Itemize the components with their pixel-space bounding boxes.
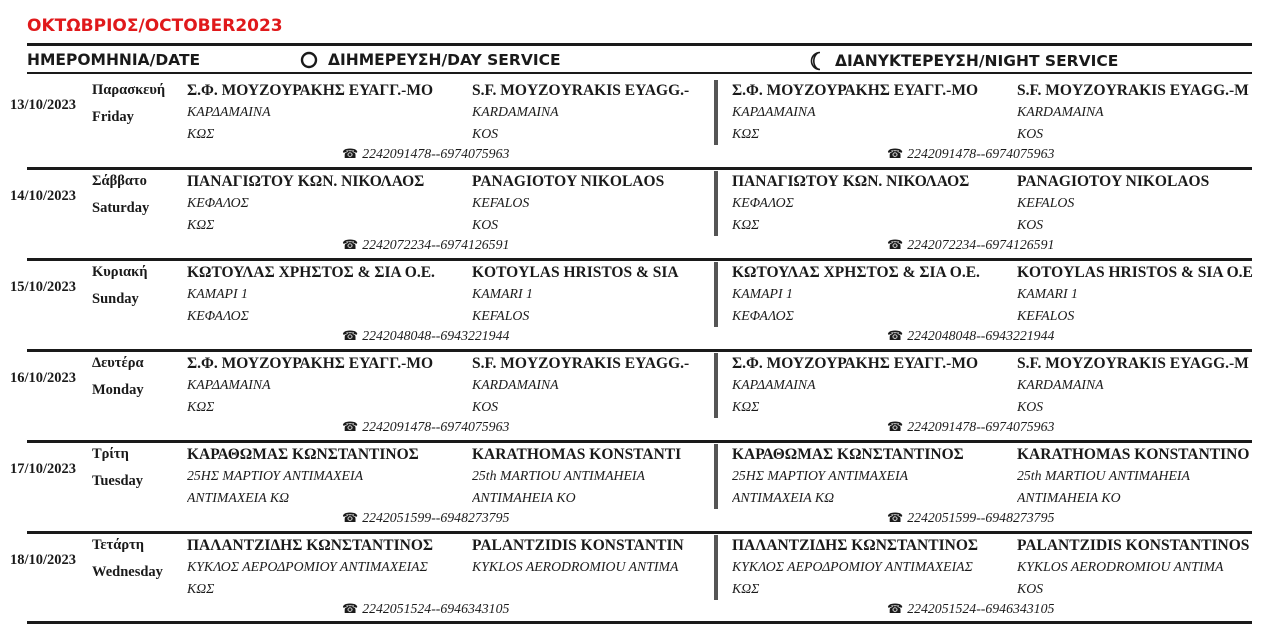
phone-icon: ☎ [887,237,904,252]
night-pharmacy-name-greek: ΚΩΤΟΥΛΑΣ ΧΡΗΣΤΟΣ & ΣΙΑ Ο.Ε. [732,264,980,281]
night-address-english-line1: KARDAMAINA [1017,377,1104,392]
night-address-greek-line1: ΚΕΦΑΛΟΣ [732,195,794,210]
phone-icon: ☎ [342,328,359,343]
weekday-greek: Δευτέρα [92,355,144,371]
day-pharmacy-name-english: KOTOYLAS HRISTOS & SIA [472,264,679,281]
row-date: 13/10/2023 [10,97,77,113]
weekday-greek: Τετάρτη [92,537,145,553]
service-divider [714,80,718,145]
day-pharmacy-name-greek: Σ.Φ. ΜΟΥΖΟΥΡΑΚΗΣ ΕΥΑΓΓ.-ΜΟ [187,82,434,99]
row-date: 16/10/2023 [10,370,77,386]
row-separator [27,167,1252,170]
night-address-english-line2: ANTIMAHEIA KO [1017,490,1121,505]
night-pharmacy-name-greek: Σ.Φ. ΜΟΥΖΟΥΡΑΚΗΣ ΕΥΑΓΓ.-ΜΟ [732,82,979,99]
night-address-greek-line2: ΚΩΣ [732,126,760,141]
row-date: 17/10/2023 [10,461,77,477]
day-address-english-line1: KAMARI 1 [472,286,533,301]
day-address-greek-line2: ΑΝΤΙΜΑΧΕΙΑ ΚΩ [187,490,290,505]
day-address-greek-line1: 25ΗΣ ΜΑΡΤΙΟΥ ΑΝΤΙΜΑΧΕΙΑ [187,468,363,483]
moon-icon [809,51,825,71]
day-address-english-line1: KYKLOS AERODROMIOU ANTIMA [472,559,679,574]
day-pharmacy-name-english: S.F. MOYZOYRAKIS EYAGG.- [472,82,690,99]
night-service-header [809,51,1118,71]
day-phone-number[interactable]: 2242072234--6974126591 [362,237,510,252]
day-address-greek-line2: ΚΩΣ [187,126,215,141]
day-pharmacy-name-greek: Σ.Φ. ΜΟΥΖΟΥΡΑΚΗΣ ΕΥΑΓΓ.-ΜΟ [187,355,434,372]
schedule-row [0,349,1280,440]
day-address-english-line1: 25th MARTIOU ANTIMAHEIA [472,468,645,483]
night-phone[interactable] [887,328,1054,344]
night-phone[interactable] [887,237,1054,253]
phone-icon: ☎ [342,237,359,252]
night-pharmacy-name-english: S.F. MOYZOYRAKIS EYAGG.-M [1017,355,1249,372]
day-address-english-line1: KARDAMAINA [472,104,559,119]
day-address-greek-line1: ΚΑΜΑΡΙ 1 [187,286,248,301]
schedule-row [0,531,1280,622]
day-pharmacy-name-english: KARATHOMAS KONSTANTI [472,446,682,463]
day-address-english-line2: ANTIMAHEIA KO [472,490,576,505]
night-address-greek-line1: ΚΑΡΔΑΜΑΙΝΑ [732,377,816,392]
day-phone[interactable] [342,419,509,435]
day-address-greek-line1: ΚΕΦΑΛΟΣ [187,195,249,210]
date-column-header [27,51,200,69]
weekday-english: Tuesday [92,473,144,489]
day-phone-number[interactable]: 2242048048--6943221944 [362,328,510,343]
night-pharmacy-name-english: PALANTZIDIS KONSTANTINOS [1017,537,1250,554]
night-pharmacy-name-greek: ΠΑΝΑΓΙΩΤΟΥ ΚΩΝ. ΝΙΚΟΛΑΟΣ [732,173,970,190]
weekday-greek: Τρίτη [92,446,129,462]
day-address-english-line2: KOS [472,399,499,414]
day-address-greek-line2: ΚΕΦΑΛΟΣ [187,308,249,323]
weekday-english: Wednesday [92,564,163,580]
night-address-greek-line1: ΚΥΚΛΟΣ ΑΕΡΟΔΡΟΜΙΟΥ ΑΝΤΙΜΑΧΕΙΑΣ [732,559,973,574]
night-address-english-line2: KOS [1017,399,1044,414]
night-phone-number[interactable]: 2242051599--6948273795 [907,510,1055,525]
page-title: ΟΚΤΩΒΡΙΟΣ/OCTOBER2023 [27,16,283,36]
night-phone-number[interactable]: 2242048048--6943221944 [907,328,1055,343]
day-address-english-line2: KOS [472,126,499,141]
night-phone[interactable] [887,419,1054,435]
night-pharmacy-name-greek: Σ.Φ. ΜΟΥΖΟΥΡΑΚΗΣ ΕΥΑΓΓ.-ΜΟ [732,355,979,372]
service-divider [714,535,718,600]
weekday-english: Friday [92,109,134,125]
night-pharmacy-name-english: S.F. MOYZOYRAKIS EYAGG.-M [1017,82,1249,99]
day-address-greek-line2: ΚΩΣ [187,581,215,596]
service-divider [714,444,718,509]
night-address-english-line2: KOS [1017,217,1044,232]
night-phone-number[interactable]: 2242072234--6974126591 [907,237,1055,252]
schedule-row [0,76,1280,167]
night-pharmacy-name-english: PANAGIOTOY NIKOLAOS [1017,173,1210,190]
day-address-greek-line2: ΚΩΣ [187,217,215,232]
night-address-greek-line1: 25ΗΣ ΜΑΡΤΙΟΥ ΑΝΤΙΜΑΧΕΙΑ [732,468,908,483]
day-address-english-line1: KEFALOS [472,195,530,210]
day-phone-number[interactable]: 2242051524--6946343105 [362,601,510,616]
night-address-english-line1: KYKLOS AERODROMIOU ANTIMA [1017,559,1224,574]
night-pharmacy-name-english: KOTOYLAS HRISTOS & SIA O.E [1017,264,1253,281]
night-address-greek-line1: ΚΑΜΑΡΙ 1 [732,286,793,301]
phone-icon: ☎ [342,601,359,616]
day-pharmacy-name-greek: ΚΑΡΑΘΩΜΑΣ ΚΩΝΣΤΑΝΤΙΝΟΣ [187,446,419,463]
night-address-english-line1: KEFALOS [1017,195,1075,210]
night-service-header-label: ΔΙΑΝΥΚΤΕΡΕΥΣΗ/NIGHT SERVICE [835,52,1119,70]
day-pharmacy-name-english: PANAGIOTOY NIKOLAOS [472,173,665,190]
weekday-greek: Σάββατο [92,173,147,189]
night-phone-number[interactable]: 2242051524--6946343105 [907,601,1055,616]
sun-icon [300,51,318,69]
night-address-greek-line2: ΚΩΣ [732,399,760,414]
night-address-greek-line2: ΚΩΣ [732,217,760,232]
day-address-english-line2: KEFALOS [472,308,530,323]
header-bottom-rule [27,72,1252,74]
night-address-english-line1: 25th MARTIOU ANTIMAHEIA [1017,468,1190,483]
night-address-english-line2: KEFALOS [1017,308,1075,323]
row-separator [27,531,1252,534]
night-pharmacy-name-english: KARATHOMAS KONSTANTINO [1017,446,1250,463]
phone-icon: ☎ [887,419,904,434]
row-separator [27,440,1252,443]
schedule-row [0,258,1280,349]
phone-icon: ☎ [342,146,359,161]
day-phone-number[interactable]: 2242091478--6974075963 [362,419,510,434]
day-phone-number[interactable]: 2242051599--6948273795 [362,510,510,525]
day-address-greek-line1: ΚΥΚΛΟΣ ΑΕΡΟΔΡΟΜΙΟΥ ΑΝΤΙΜΑΧΕΙΑΣ [187,559,428,574]
day-phone-number[interactable]: 2242091478--6974075963 [362,146,510,161]
weekday-greek: Παρασκευή [92,82,166,98]
day-service-header [300,51,561,69]
day-phone[interactable] [342,237,509,253]
day-pharmacy-name-greek: ΚΩΤΟΥΛΑΣ ΧΡΗΣΤΟΣ & ΣΙΑ Ο.Ε. [187,264,435,281]
day-address-english-line2: KOS [472,217,499,232]
night-address-greek-line2: ΑΝΤΙΜΑΧΕΙΑ ΚΩ [732,490,835,505]
header-top-rule [27,43,1252,46]
row-separator [27,258,1252,261]
phone-icon: ☎ [887,510,904,525]
phone-icon: ☎ [887,146,904,161]
service-divider [714,262,718,327]
row-date: 14/10/2023 [10,188,77,204]
phone-icon: ☎ [342,419,359,434]
service-divider [714,353,718,418]
day-address-greek-line1: ΚΑΡΔΑΜΑΙΝΑ [187,377,271,392]
day-phone[interactable] [342,510,509,526]
row-separator [27,349,1252,352]
day-address-greek-line1: ΚΑΡΔΑΜΑΙΝΑ [187,104,271,119]
day-pharmacy-name-english: PALANTZIDIS KONSTANTIN [472,537,684,554]
day-pharmacy-name-greek: ΠΑΛΑΝΤΖΙΔΗΣ ΚΩΝΣΤΑΝΤΙΝΟΣ [187,537,434,554]
night-address-english-line1: KAMARI 1 [1017,286,1078,301]
phone-icon: ☎ [887,601,904,616]
phone-icon: ☎ [342,510,359,525]
schedule-row [0,167,1280,258]
row-date: 15/10/2023 [10,279,77,295]
night-phone-number[interactable]: 2242091478--6974075963 [907,419,1055,434]
schedule-row [0,440,1280,531]
night-pharmacy-name-greek: ΚΑΡΑΘΩΜΑΣ ΚΩΝΣΤΑΝΤΙΝΟΣ [732,446,964,463]
night-pharmacy-name-greek: ΠΑΛΑΝΤΖΙΔΗΣ ΚΩΝΣΤΑΝΤΙΝΟΣ [732,537,979,554]
night-address-greek-line1: ΚΑΡΔΑΜΑΙΝΑ [732,104,816,119]
day-phone[interactable] [342,328,509,344]
night-phone[interactable] [887,510,1054,526]
weekday-english: Saturday [92,200,150,216]
night-address-english-line2: KOS [1017,126,1044,141]
day-phone[interactable] [342,146,509,162]
weekday-greek: Κυριακή [92,264,148,280]
service-divider [714,171,718,236]
night-phone[interactable] [887,601,1054,617]
day-phone[interactable] [342,601,509,617]
weekday-english: Monday [92,382,144,398]
night-address-greek-line2: ΚΩΣ [732,581,760,596]
night-phone-number[interactable]: 2242091478--6974075963 [907,146,1055,161]
weekday-english: Sunday [92,291,139,307]
day-address-english-line1: KARDAMAINA [472,377,559,392]
night-address-english-line2: KOS [1017,581,1044,596]
day-pharmacy-name-english: S.F. MOYZOYRAKIS EYAGG.- [472,355,690,372]
night-address-english-line1: KARDAMAINA [1017,104,1104,119]
date-column-header-label: ΗΜΕΡΟΜΗΝΙΑ/DATE [27,51,201,69]
table-bottom-rule [27,621,1252,624]
night-address-greek-line2: ΚΕΦΑΛΟΣ [732,308,794,323]
night-phone[interactable] [887,146,1054,162]
row-date: 18/10/2023 [10,552,77,568]
day-service-header-label: ΔΙΗΜΕΡΕΥΣΗ/DAY SERVICE [328,51,561,69]
phone-icon: ☎ [887,328,904,343]
day-pharmacy-name-greek: ΠΑΝΑΓΙΩΤΟΥ ΚΩΝ. ΝΙΚΟΛΑΟΣ [187,173,425,190]
day-address-greek-line2: ΚΩΣ [187,399,215,414]
